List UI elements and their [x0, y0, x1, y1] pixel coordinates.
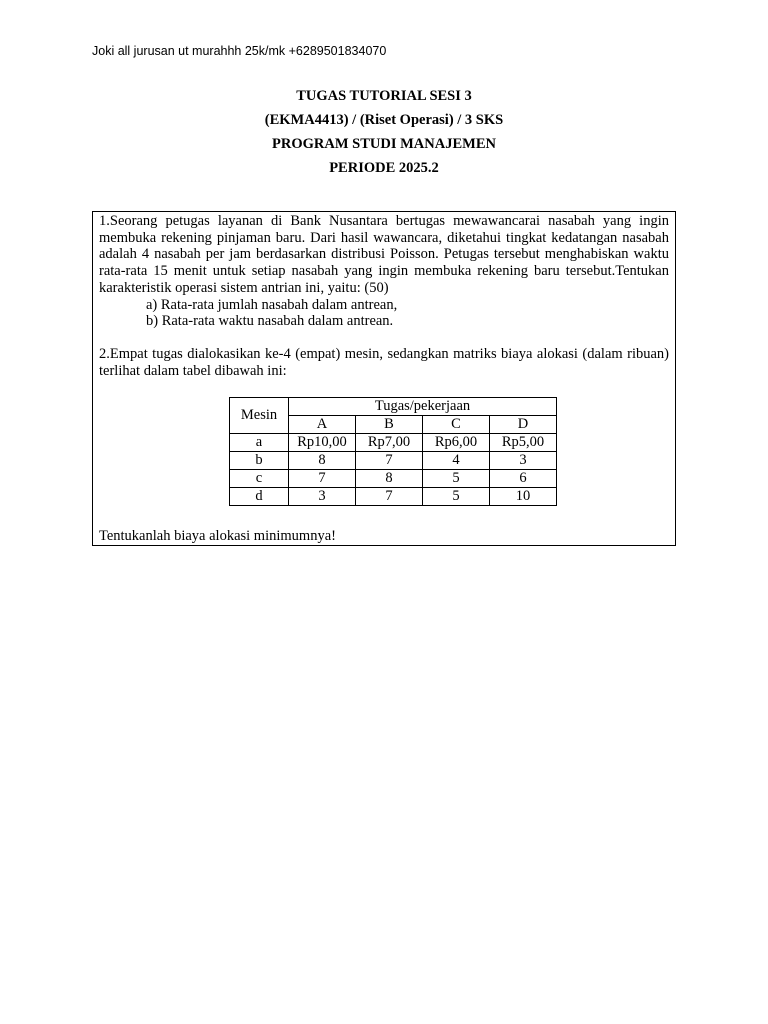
table-cell: 3: [289, 488, 356, 506]
table-cell: Rp6,00: [423, 434, 490, 452]
table-cell: 3: [490, 452, 557, 470]
table-cell: Rp10,00: [289, 434, 356, 452]
table-column-header: C: [423, 416, 490, 434]
question-1-item-a: a) Rata-rata jumlah nasabah dalam antrean,: [146, 296, 398, 313]
table-column-header: D: [490, 416, 557, 434]
table-cell: 6: [490, 470, 557, 488]
cost-matrix-table: [229, 397, 557, 506]
table-column-header: A: [289, 416, 356, 434]
table-cell: 5: [423, 470, 490, 488]
table-cell: 7: [356, 452, 423, 470]
table-row: [230, 488, 557, 506]
table-row-label: a: [230, 434, 289, 452]
title-session: TUGAS TUTORIAL SESI 3: [296, 88, 472, 104]
table-column-header: B: [356, 416, 423, 434]
table-row: [230, 434, 557, 452]
table-row: [230, 452, 557, 470]
header-note: Joki all jurusan ut murahhh 25k/mk +6289501834070: [92, 44, 387, 58]
table-header-row: [230, 398, 557, 416]
title-course: (EKMA4413) / (Riset Operasi) / 3 SKS: [264, 112, 504, 128]
table-cell: 8: [356, 470, 423, 488]
question-1: [99, 213, 669, 330]
table-cell: 5: [423, 488, 490, 506]
table-cell: 7: [289, 470, 356, 488]
table-cell: 8: [289, 452, 356, 470]
title-period: PERIODE 2025.2: [329, 160, 439, 176]
table-cell: 4: [423, 452, 490, 470]
table-row-label: c: [230, 470, 289, 488]
question-2: [99, 346, 669, 379]
table-row: [230, 470, 557, 488]
closing-instruction: Tentukanlah biaya alokasi minimumnya!: [99, 528, 336, 544]
question-1-item-b: b) Rata-rata waktu nasabah dalam antrean.: [146, 313, 394, 330]
title-program: PROGRAM STUDI MANAJEMEN: [272, 136, 496, 152]
table-group-header: Tugas/pekerjaan: [289, 398, 557, 416]
table-cell: Rp7,00: [356, 434, 423, 452]
table-row-label: d: [230, 488, 289, 506]
table-cell: 7: [356, 488, 423, 506]
table-row-header: Mesin: [230, 398, 289, 434]
question-2-text: 2.Empat tugas dialokasikan ke-4 (empat) mesin, sedangkan matriks biaya alokasi (dalam ribuan) terlihat dalam tabel dibawah ini:: [99, 346, 669, 379]
table-cell: 10: [490, 488, 557, 506]
question-1-text: 1.Seorang petugas layanan di Bank Nusantara bertugas mewawancarai nasabah yang ingin membuka rekening pinjaman baru. Dari hasil wawancara, diketahui tingkat kedatangan nasabah adalah 4 nasabah per jam berdasarkan distribusi Poisson. Petugas tersebut menghabiskan waktu rata-rata 15 menit untuk setiap nasabah yang ingin membuka rekening baru tersebut.Tentukan karakteristik operasi sistem antrian ini, yaitu: (50): [99, 213, 669, 296]
title-block: [0, 84, 768, 180]
table-row-label: b: [230, 452, 289, 470]
question-box: [92, 211, 676, 546]
table-cell: Rp5,00: [490, 434, 557, 452]
